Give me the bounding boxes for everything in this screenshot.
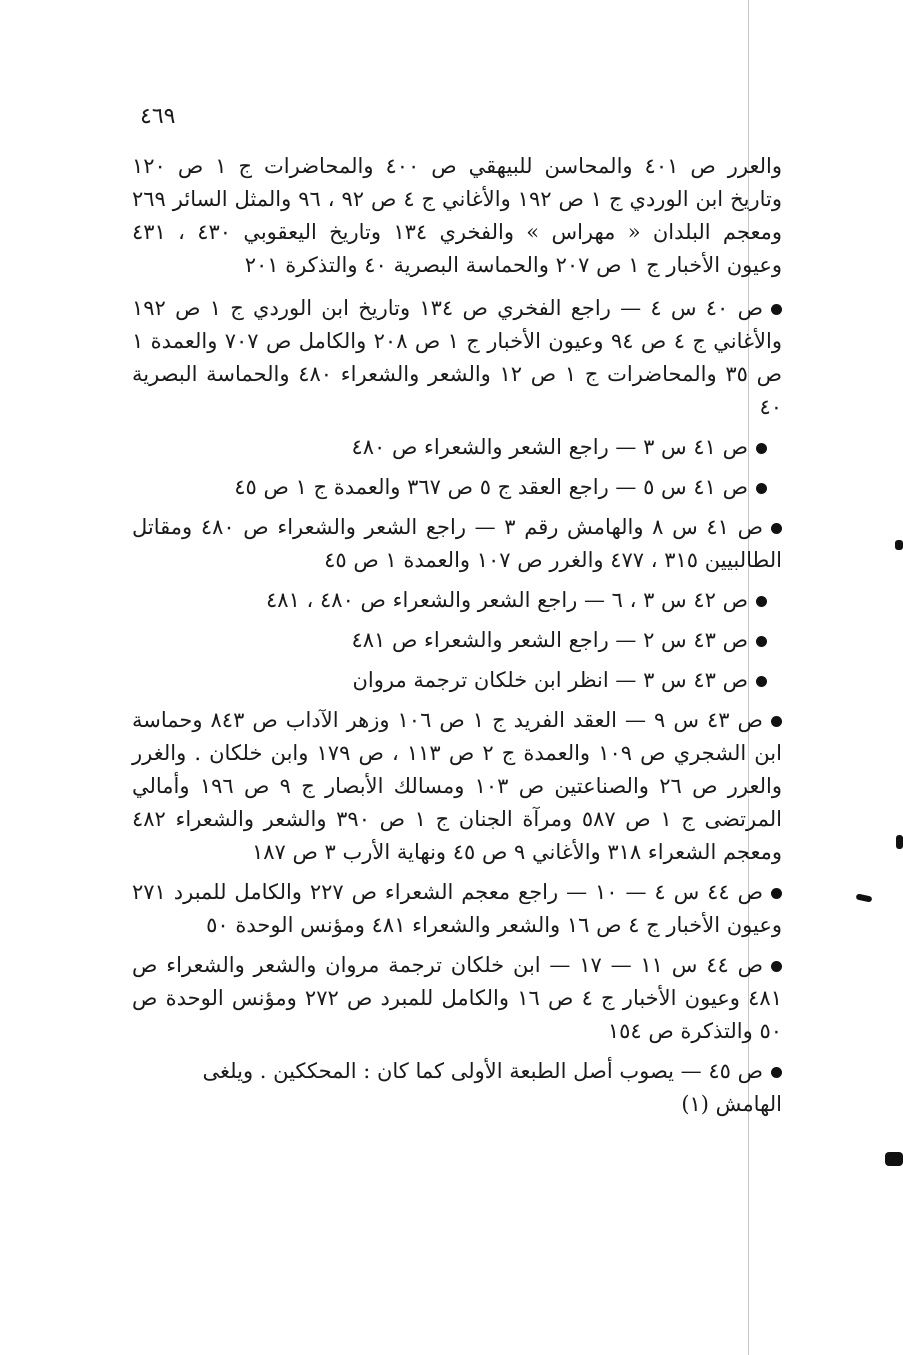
bullet-icon (756, 596, 767, 607)
note-entry (132, 949, 782, 1048)
note-entry (132, 292, 782, 424)
note-text: ص ٤٣ س ٩ — العقد الفريد ج ١ ص ١٠٦ وزهر الآداب ص ٨٤٣ وحماسة ابن الشجري ص ١٠٩ والعمدة ج ٢ ص ١١٣ ، ص ١٧٩ وابن خلكان . والغرر والعرر ص ٢٦ والصناعتين ص ١٠٣ ومسالك الأبصار ج ٩ ص ١٩٦ وأمالي المرتضى ج ١ ص ٥٨٧ ومرآة الجنان ج ١ ص ٣٩٠ والشعر والشعراء ٤٨٢ ومعجم الشعراء ٣١٨ والأغاني ٩ ص ٤٥ ونهاية الأرب ٣ ص ١٨٧ (132, 708, 782, 864)
bullet-icon (771, 304, 782, 315)
ink-mark (895, 540, 903, 550)
bullet-icon (771, 523, 782, 534)
ink-mark (896, 835, 903, 849)
note-text: ص ٤٤ س ١١ — ١٧ — ابن خلكان ترجمة مروان والشعر والشعراء ص ٤٨١ وعيون الأخبار ج ٤ ص ١٦ والكامل للمبرد ص ٢٧٢ ومؤنس الوحدة ص ٥٠ والتذكرة ص ١٥٤ (132, 953, 782, 1043)
bullet-icon (771, 961, 782, 972)
note-entry (132, 876, 782, 942)
note-text: ص ٤٢ س ٣ ، ٦ — راجع الشعر والشعراء ص ٤٨٠ ، ٤٨١ (266, 588, 748, 612)
note-text: ص ٤١ س ٥ — راجع العقد ج ٥ ص ٣٦٧ والعمدة ج ١ ص ٤٥ (234, 475, 748, 499)
note-entry (132, 1055, 782, 1121)
bullet-icon (756, 676, 767, 687)
bullet-icon (756, 483, 767, 494)
bullet-icon (771, 888, 782, 899)
page-number: ٤٦٩ (140, 104, 176, 129)
note-text: ص ٤١ س ٨ والهامش رقم ٣ — راجع الشعر والشعراء ص ٤٨٠ ومقاتل الطالبيين ٣١٥ ، ٤٧٧ والغرر ص ١٠٧ والعمدة ١ ص ٤٥ (132, 515, 782, 572)
ink-mark (856, 893, 873, 902)
note-entry (132, 431, 782, 464)
note-text: ص ٤٥ — يصوب أصل الطبعة الأولى كما كان : المحككين . ويلغى الهامش (١) (202, 1059, 782, 1116)
note-entry (132, 624, 782, 657)
note-text: ص ٤٤ س ٤ — ١٠ — راجع معجم الشعراء ص ٢٢٧ والكامل للمبرد ٢٧١ وعيون الأخبار ج ٤ ص ١٦ والشعر والشعراء ٤٨١ ومؤنس الوحدة ٥٠ (132, 880, 782, 937)
note-text: ص ٤٣ س ٢ — راجع الشعر والشعراء ص ٤٨١ (351, 628, 748, 652)
bullet-icon (756, 443, 767, 454)
note-text: ص ٤١ س ٣ — راجع الشعر والشعراء ص ٤٨٠ (351, 435, 748, 459)
note-entry (132, 471, 782, 504)
note-text: ص ٤٣ س ٣ — انظر ابن خلكان ترجمة مروان (352, 668, 748, 692)
intro-paragraph: والعرر ص ٤٠١ والمحاسن للبيهقي ص ٤٠٠ والمحاضرات ج ١ ص ١٢٠ وتاريخ ابن الوردي ج ١ ص ١٩٢ والأغاني ج ٤ ص ٩٢ ، ٩٦ والمثل السائر ٢٦٩ ومعجم البلدان « مهراس » والفخري ١٣٤ وتاريخ اليعقوبي ٤٣٠ ، ٤٣١ وعيون الأخبار ج ١ ص ٢٠٧ والحماسة البصرية ٤٠ والتذكرة ٢٠١ (132, 154, 783, 277)
note-entry (132, 664, 782, 697)
note-entry (132, 511, 782, 577)
note-entry (132, 584, 782, 617)
bullet-icon (771, 1067, 782, 1078)
note-entry (132, 704, 782, 869)
bullet-icon (756, 636, 767, 647)
notes-body (132, 150, 782, 1128)
note-text: ص ٤٠ س ٤ — راجع الفخري ص ١٣٤ وتاريخ ابن الوردي ج ١ ص ١٩٢ والأغاني ج ٤ ص ٩٤ وعيون الأخبار ج ١ ص ٢٠٨ والكامل ص ٧٠٧ والعمدة ١ ص ٣٥ والمحاضرات ج ١ ص ١٢ والشعر والشعراء ٤٨٠ والحماسة البصرية ٤٠ (132, 296, 782, 419)
bullet-icon (771, 716, 782, 727)
ink-mark (885, 1152, 903, 1166)
